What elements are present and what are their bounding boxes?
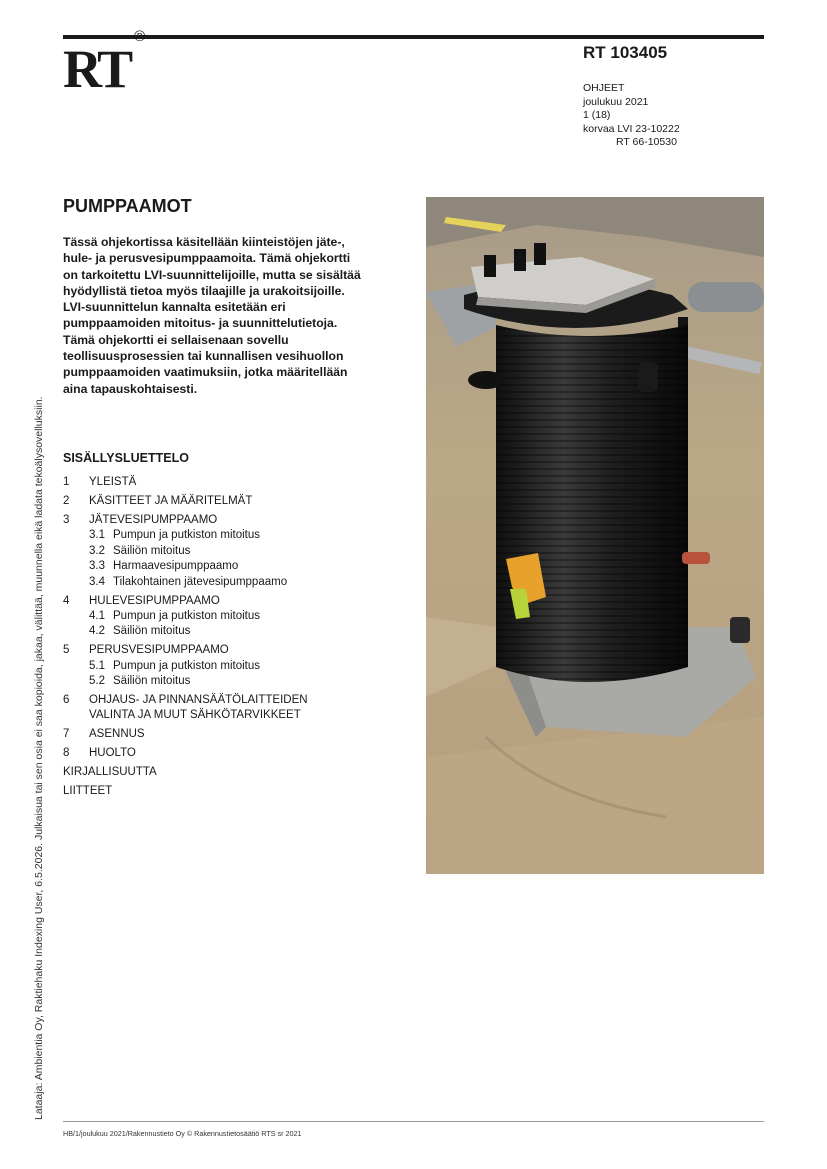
document-code: RT 103405 xyxy=(583,43,668,62)
toc-item[interactable]: 4.2 Säiliön mitoitus xyxy=(89,625,191,638)
top-rule xyxy=(63,35,764,39)
document-meta xyxy=(583,82,680,150)
toc-item[interactable]: 3.3 Harmaavesipumppaamo xyxy=(89,560,239,573)
meta-type: OHJEET xyxy=(583,82,625,94)
toc-item[interactable]: 3.4 Tilakohtainen jätevesipumppaamo xyxy=(89,575,288,588)
toc-item[interactable]: 3.2 Säiliön mitoitus xyxy=(89,544,191,557)
download-notice: Lataaja: Ambientia Oy, Raktiehaku Indexing User, 6.5.2026. Julkaisua tai sen osia ei saa kopioida, jakaa, välittää, muunnella eikä ladata tekoälysovelluksiin. xyxy=(33,396,45,1120)
footer-text: HB/1/joulukuu 2021/Rakennustieto Oy © Rakennustietosäätiö RTS sr 2021 xyxy=(63,1129,302,1138)
toc-item[interactable]: 5 PERUSVESIPUMPPAAMO xyxy=(63,644,229,657)
toc-item[interactable]: 5.2 Säiliön mitoitus xyxy=(89,675,191,688)
toc-item[interactable]: 1 YLEISTÄ xyxy=(63,476,137,488)
toc-item[interactable]: 3.1 Pumpun ja putkiston mitoitus xyxy=(89,529,261,542)
toc-item[interactable]: LIITTEET xyxy=(63,785,113,798)
rt-logo: RT® xyxy=(63,28,146,99)
meta-date: joulukuu 2021 xyxy=(583,95,649,108)
toc-item[interactable]: 3 JÄTEVESIPUMPPAAMO xyxy=(63,513,218,526)
meta-replaces-2: RT 66-10530 xyxy=(616,136,677,148)
toc-item[interactable]: 8 HUOLTO xyxy=(63,747,136,760)
toc-item[interactable]: 2 KÄSITTEET JA MÄÄRITELMÄT xyxy=(63,494,253,507)
toc-item[interactable]: 4 HULEVESIPUMPPAAMO xyxy=(63,594,220,607)
toc-item[interactable]: 4.1 Pumpun ja putkiston mitoitus xyxy=(89,609,261,622)
toc-item[interactable]: 7 ASENNUS xyxy=(63,728,145,741)
intro-paragraph: Tässä ohjekortissa käsitellään kiinteistöjen jäte-, hule- ja perusvesipumppaamoita. Tämä ohjekortti on tarkoitettu LVI-suunnittelijoille, mutta se sisältää hyödyllistä tietoa myös tilaajille ja urakoitsijoille. LVI-suunnittelun kannalta esitetään eri pumppaamoiden mitoitus- ja suunnittelutietoja. Tämä ohjekortti ei sellaisenaan sovellu teollisuusprosessien tai kunnallisen vesihuollon pumppaamoiden vaatimuksiin, jotka määritellään aina tapauskohtaisesti. xyxy=(63,235,361,396)
toc-item[interactable]: 5.1 Pumpun ja putkiston mitoitus xyxy=(89,659,261,672)
pumping-station-photo xyxy=(426,197,764,874)
toc-heading: SISÄLLYSLUETTELO xyxy=(63,451,189,465)
toc-item[interactable]: KIRJALLISUUTTA xyxy=(63,766,157,779)
page-title: PUMPPAAMOT xyxy=(63,196,192,216)
meta-replaces: korvaa LVI 23-10222 xyxy=(583,122,680,135)
toc-item[interactable]: 6 OHJAUS- JA PINNANSÄÄTÖLAITTEIDEN xyxy=(63,694,308,707)
meta-pages: 1 (18) xyxy=(583,109,611,121)
footer-rule xyxy=(63,1121,764,1122)
toc-item-continuation[interactable]: VALINTA JA MUUT SÄHKÖTARVIKKEET xyxy=(89,709,301,722)
table-of-contents xyxy=(63,475,393,800)
